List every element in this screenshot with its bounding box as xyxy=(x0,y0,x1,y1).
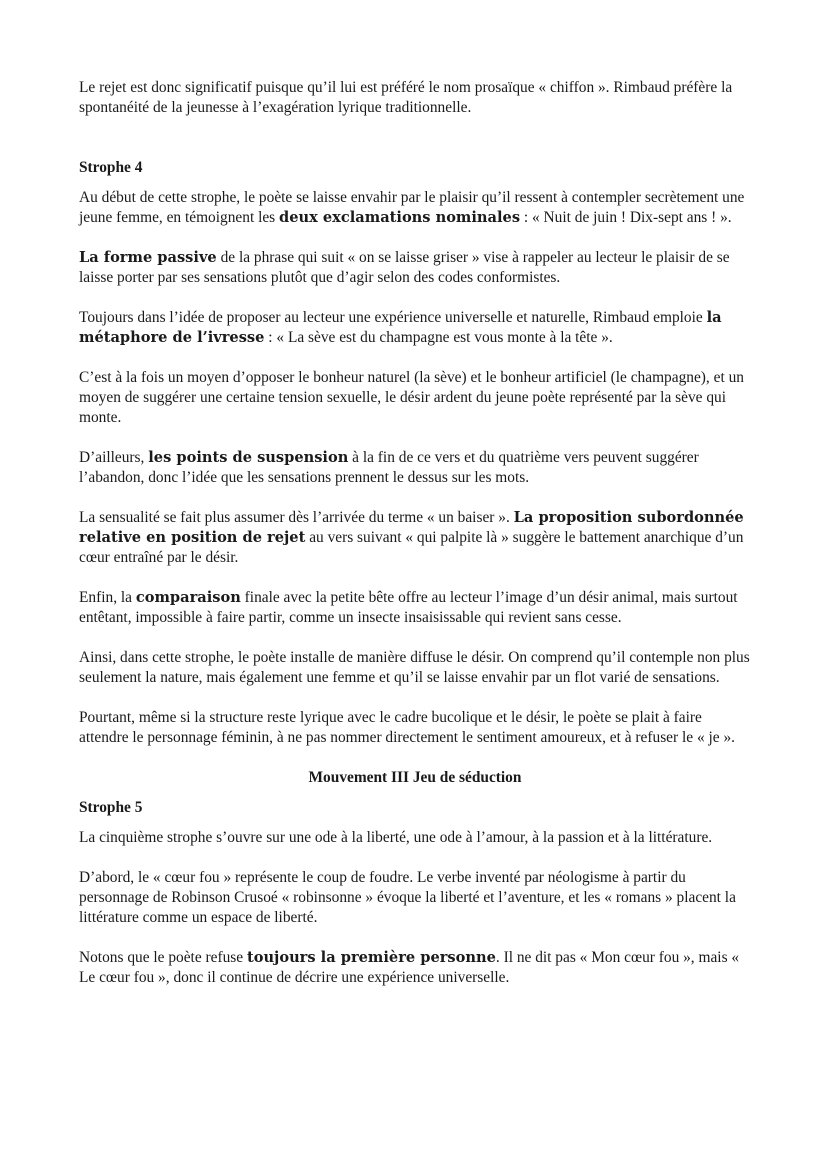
paragraph-ode: La cinquième strophe s’ouvre sur une ode à la liberté, une ode à l’amour, à la passion et à la littérature. xyxy=(79,829,713,846)
heading-mouvement-3: Mouvement III Jeu de séduction xyxy=(308,769,522,786)
bold-term: la métaphore de l’ivresse xyxy=(79,309,722,346)
bold-term: La proposition subordonnée relative en position de rejet xyxy=(79,509,744,546)
paragraph-suspension: D’ailleurs, les points de suspension à la fin de ce vers et du quatrième vers peuvent suggérer l’abandon, donc l’idée que les sensations prennent le dessus sur les mots. xyxy=(79,449,699,486)
paragraph-forme-passive: La forme passive de la phrase qui suit « on se laisse griser » vise à rappeler au lecteur le plaisir de se laisse porter par ses sensations plutôt que d’agir selon des codes conformistes. xyxy=(79,249,730,286)
bold-term: deux exclamations nominales xyxy=(279,209,521,226)
document-page xyxy=(79,78,751,988)
paragraph-rejet: Le rejet est donc significatif puisque qu’il lui est préféré le nom prosaïque « chiffon ». Rimbaud préfère la spontanéité de la jeunesse à l’exagération lyrique traditionnelle. xyxy=(79,79,733,116)
bold-term: toujours la première personne xyxy=(246,949,496,966)
paragraph-seve: C’est à la fois un moyen d’opposer le bonheur naturel (la sève) et le bonheur artificiel (le champagne), et un moyen de suggérer une certaine tension sexuelle, le désir ardent du jeune poète représenté par la sève qui monte. xyxy=(79,369,744,426)
paragraph-sensualite: La sensualité se fait plus assumer dès l’arrivée du terme « un baiser ». La proposition subordonnée relative en position de rejet au vers suivant « qui palpite là » suggère le battement anarchique d’un cœur entraîné par le désir. xyxy=(79,509,744,566)
paragraph-pourtant: Pourtant, même si la structure reste lyrique avec le cadre bucolique et le désir, le poète se plait à faire attendre le personnage féminin, à ne pas nommer directement le sentiment amoureux, et à refuser le « je ». xyxy=(79,709,735,746)
paragraph-comparaison: Enfin, la comparaison finale avec la petite bête offre au lecteur l’image d’un désir animal, mais surtout entêtant, impossible à faire partir, comme un insecte insaisissable qui revient sans cesse. xyxy=(79,589,738,626)
bold-term: les points de suspension xyxy=(148,449,349,466)
heading-strophe-5: Strophe 5 xyxy=(79,799,143,816)
paragraph-coeur-fou: D’abord, le « cœur fou » représente le coup de foudre. Le verbe inventé par néologisme à partir du personnage de Robinson Crusoé « robinsonne » évoque la liberté et l’aventure, et les « romans » placent la littérature comme un espace de liberté. xyxy=(79,869,736,926)
paragraph-ainsi: Ainsi, dans cette strophe, le poète installe de manière diffuse le désir. On comprend qu’il contemple non plus seulement la nature, mais également une femme et qu’il se laisse envahir par un flot varié de sensations. xyxy=(79,649,750,686)
bold-term: comparaison xyxy=(135,589,241,606)
paragraph-metaphore: Toujours dans l’idée de proposer au lecteur une expérience universelle et naturelle, Rimbaud emploie la métaphore de l’ivresse : « La sève est du champagne est vous monte à la tête ». xyxy=(79,309,722,346)
paragraph-exclamations: Au début de cette strophe, le poète se laisse envahir par le plaisir qu’il ressent à contempler secrètement une jeune femme, en témoignent les deux exclamations nominales : « Nuit de juin ! Dix-sept ans ! ». xyxy=(79,189,745,226)
heading-strophe-4: Strophe 4 xyxy=(79,159,143,176)
bold-term: La forme passive xyxy=(79,249,217,266)
paragraph-premiere-personne: Notons que le poète refuse toujours la première personne. Il ne dit pas « Mon cœur fou », mais « Le cœur fou », donc il continue de décrire une expérience universelle. xyxy=(79,949,740,986)
